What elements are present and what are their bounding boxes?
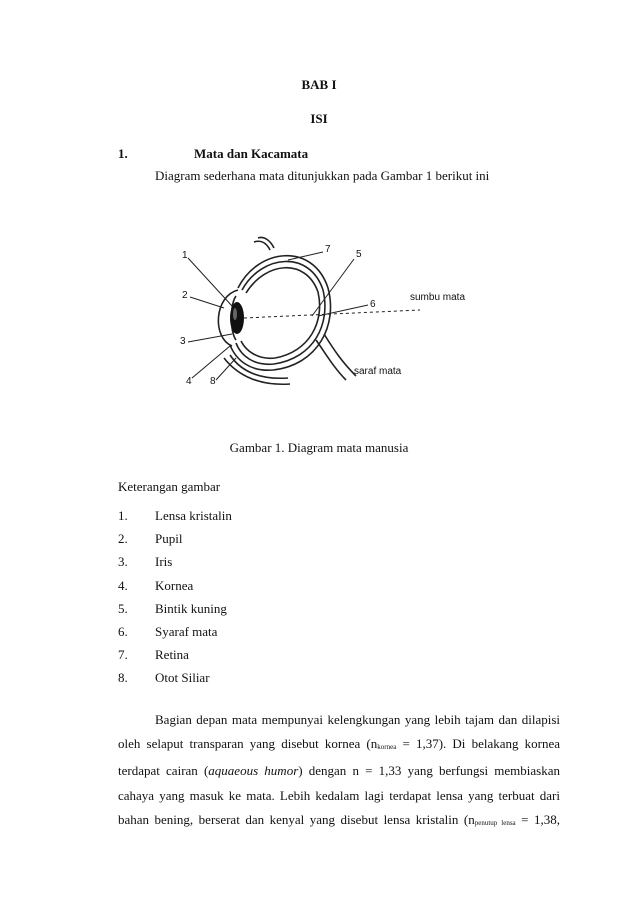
list-item — [118, 554, 232, 577]
section-number: 1. — [118, 146, 128, 161]
nerve-label: saraf mata — [354, 366, 402, 377]
chapter-subtitle: ISI — [310, 111, 328, 126]
item-label: Syaraf mata — [155, 623, 218, 639]
item-number: 3. — [118, 554, 128, 570]
retina-outline — [241, 268, 320, 359]
choroid-outline — [236, 261, 325, 364]
item-label: Lensa kristalin — [155, 508, 232, 523]
paragraph-text: = 1,38, — [515, 811, 560, 827]
list-item — [118, 601, 232, 624]
list-item — [118, 508, 232, 531]
lens-shape — [230, 302, 244, 334]
legend-title: Keterangan gambar — [118, 479, 221, 494]
figure-label: 3 — [180, 336, 186, 347]
figure-caption: Gambar 1. Diagram mata manusia — [229, 440, 409, 455]
item-label: Otot Siliar — [155, 670, 210, 686]
figure-label: 7 — [325, 244, 331, 255]
paragraph-text: ) dengan n = 1,33 yang berfungsi membiaskan cahaya yang masuk ke mata. Lebih kedalam lagi terdapat lensa yang terbuat dari bahan bening, berserat dan kenyal yang disebut lensa kristalin (n — [118, 763, 560, 827]
paragraph-text: = 1,37). Di belakang kornea terdapat cairan ( — [118, 736, 561, 779]
figure-label: 2 — [182, 290, 188, 301]
item-label: Pupil — [155, 531, 183, 547]
item-number: 7. — [118, 647, 128, 663]
list-item — [118, 647, 232, 670]
subscript-kornea: kornea — [377, 743, 397, 752]
legend-list — [118, 508, 232, 694]
eye-diagram — [178, 230, 478, 392]
list-item — [118, 670, 232, 693]
list-item — [118, 531, 232, 554]
subscript-lens: penutup lensa — [474, 818, 516, 827]
item-number: 1. — [118, 508, 128, 523]
italic-term: aquaeous humor — [208, 763, 299, 779]
figure-label: 1 — [182, 250, 188, 261]
list-item — [118, 578, 232, 601]
item-label: Kornea — [155, 577, 194, 593]
figure-label: 8 — [210, 376, 216, 387]
section-intro: Diagram sederhana mata ditunjukkan pada Gambar 1 berikut ini — [155, 168, 490, 183]
axis-label: sumbu mata — [410, 292, 466, 303]
item-number: 6. — [118, 623, 128, 639]
chapter-heading: BAB I — [301, 77, 337, 92]
item-number: 5. — [118, 600, 128, 616]
item-number: 8. — [118, 670, 128, 686]
item-number: 2. — [118, 531, 128, 547]
figure-label: 4 — [186, 376, 192, 387]
figure-label: 6 — [370, 299, 376, 310]
item-label: Iris — [155, 554, 173, 570]
list-item — [118, 624, 232, 647]
item-label: Bintik kuning — [155, 600, 227, 616]
section-title: Mata dan Kacamata — [194, 146, 309, 161]
eye-axis-line — [244, 310, 420, 318]
paragraph-text: Bagian depan mata mempunyai kelengkungan yang lebih tajam dan dilapisi oleh selaput transparan yang disebut kornea (n — [118, 712, 560, 752]
item-number: 4. — [118, 577, 128, 593]
item-label: Retina — [155, 647, 189, 663]
body-paragraph — [118, 708, 560, 835]
sclera-outline — [230, 256, 331, 371]
figure-label: 5 — [356, 249, 362, 260]
